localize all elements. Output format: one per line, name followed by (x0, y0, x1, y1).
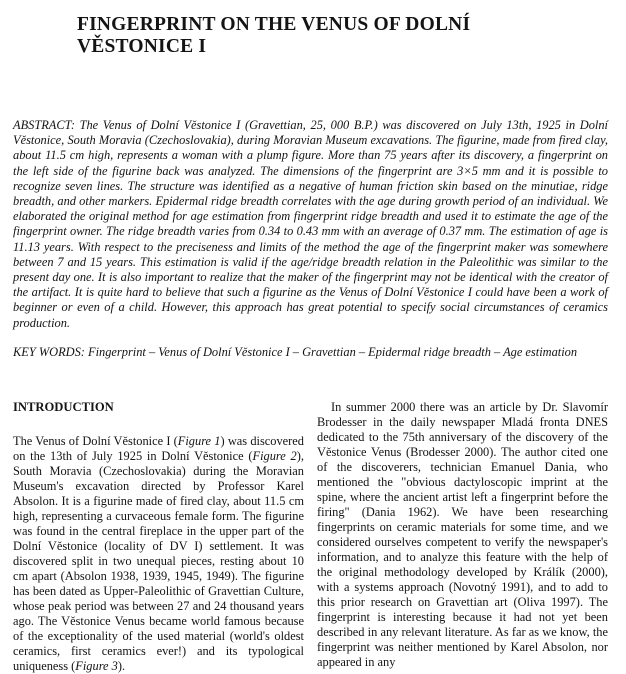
introduction-left-paragraph: The Venus of Dolní Věstonice I (Figure 1) was discovered on the 13th of July 1925 in Dolní Věstonice (Figure 2), South Moravia (Czechoslovakia) during the Moravian Museum's excavation directed by Professor Karel Absolon. It is a figurine made of fired clay, about 11.5 cm high, representing a curvaceous female form. The figurine was found in the central fireplace in the upper part of the Dolní Věstonice (locality of DV I) settlement. It was discovered split in two unequal pieces, resting about 10 cm apart (Absolon 1938, 1939, 1945, 1949). The figurine has been dated as Upper-Paleolithic of Gravettian Culture, whose peak period was between 27 and 24 thousand years ago. The Věstonice Venus became world famous because of the exceptionality of the used material (world's oldest ceramics, first ceramics ever!) and its typological uniqueness (Figure 3). (13, 434, 304, 674)
page-title-line-1: FINGERPRINT ON THE VENUS OF DOLNÍ (77, 14, 471, 35)
page-title-line-2: VĚSTONICE I (77, 36, 207, 57)
introduction-right-paragraph: In summer 2000 there was an article by Dr. Slavomír Brodesser in the daily newspaper Mladá fronta DNES dedicated to the 75th anniversary of the discovery of the Věstonice Venus (Brodesser 2000). The author cited one of the discoverers, technician Emanuel Dania, who mentioned the "obvious dactyloscopic imprint at the spine, where the ancient artist left a fingerprint before the firing" (Dania 1962). We have been researching fingerprints on ceramic materials for some time, and we considered ourselves competent to verify the newspaper's information, and to analyze this feature with the help of the original methodology developed by Králík (2000), with a systems approach (Novotný 1991), and to add to this prior research on Gravettian art (Oliva 1997). The fingerprint is interesting because it had not yet been described in any relevant literature. As far as we know, the fingerprint was neither mentioned by Karel Absolon, nor appeared in any (317, 400, 608, 670)
right-column (317, 400, 608, 674)
keywords-line: KEY WORDS: Fingerprint – Venus of Dolní Věstonice I – Gravettian – Epidermal ridge breadth – Age estimation (13, 344, 578, 359)
two-column-section (13, 400, 608, 674)
abstract-paragraph: ABSTRACT: The Venus of Dolní Věstonice I (Gravettian, 25, 000 B.P.) was discovered on July 13th, 1925 in Dolní Věstonice, South Moravia (Czechoslovakia), during Moravian Museum excavations. The figurine, made from fired clay, about 11.5 cm high, represents a woman with a plump figure. More than 75 years after its discovery, a fingerprint on the left side of the figurine back was analyzed. The dimensions of the fingerprint are 3×5 mm and it is possible to recognize seven lines. The structure was identified as a negative of human friction skin based on the minutiae, ridge breadth, and other markers. Epidermal ridge breadth correlates with the age during growth period of an individual. We elaborated the original method for age estimation from fingerprint ridge breadth and used it to estimate the age of the fingerprint owner. The ridge breadth varies from 0.34 to 0.43 mm with an average of 0.37 mm. The estimation of age is 11.13 years. With respect to the preciseness and limits of the method the age of the fingerprint maker was somewhere between 7 and 15 years. This estimation is valid if the age/ridge breadth relation in the Paleolithic was similar to the present day one. It is also important to realize that the maker of the fingerprint may not be identical with the creator of the artifact. It is quite hard to believe that such a figurine as the Venus of Dolní Věstonice I could have been a work of beginner or even of a child. However, this approach has great potential to specify social circumstances of ceramics production. (13, 118, 608, 330)
page-title (77, 14, 608, 58)
section-heading-introduction: INTRODUCTION (13, 400, 114, 415)
left-column (13, 400, 304, 674)
